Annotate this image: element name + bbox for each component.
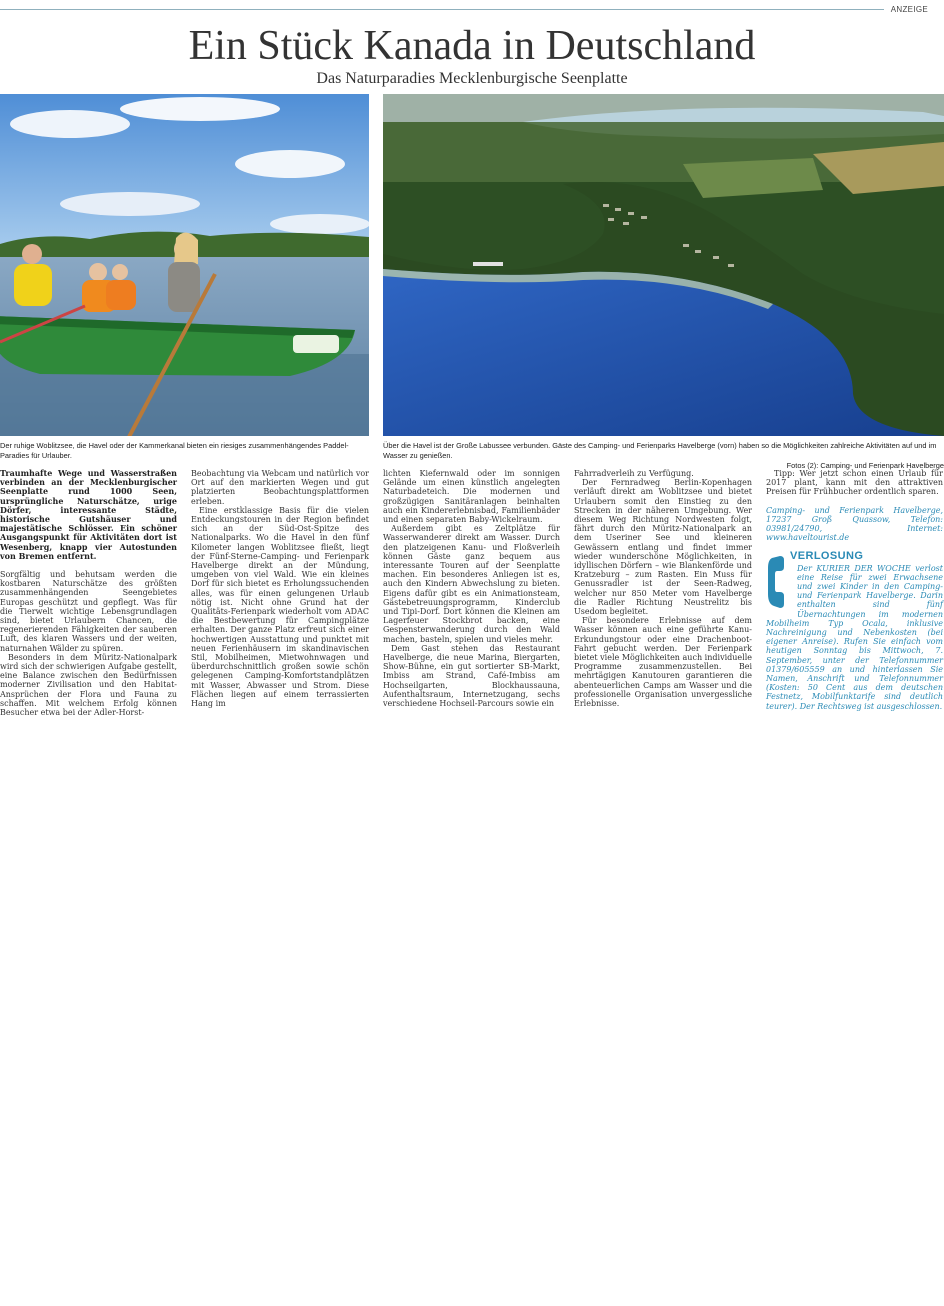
article-column-1 <box>0 469 177 717</box>
article-column-3 <box>383 469 560 708</box>
page-subheadline: Das Naturparadies Mecklenburgische Seenplatte <box>316 70 628 87</box>
article-intro: Traumhafte Wege und Wasserstraßen verbinden an der Mecklenburgischer Seenplatte rund 1000 Seen, ursprüngliche Naturschätze, urige Dörfer, interessante Städte, historische Gutshäuser und majestätische Schlösser. Ein schöner Ausgangspunkt für Aktivitäten dort ist Wesenberg, knapp vier Autostunden von Bremen entfernt. <box>0 468 177 561</box>
paragraph: Für besondere Erlebnisse auf dem Wasser können auch eine geführte Kanu-Erkundungstour oder eine Drachenboot-Fahrt gebucht werden. Der Ferienpark bietet viele Möglichkeiten auch individuelle Programme zusammenzustellen. Bei mehrtägigen Kanutouren garantieren die abenteuerlichen Camps am Wasser und die professionelle Organisation unvergessliche Erlebnisse. <box>574 616 752 709</box>
article-column-5 <box>766 469 943 711</box>
paragraph: Der Fernradweg Berlin-Kopenhagen verläuft direkt am Woblitzsee und bietet Urlaubern somit den Einstieg zu den Strecken in der näheren Umgebung. Wer diesem Weg Richtung Nordwesten folgt, fährt durch den Müritz-Nationalpark an dem Useriner See und kleineren Gewässern entlang und findet immer wieder wunderschöne Möglichkeiten, in idyllischen Dörfern – wie Blankenförde und Kratzeburg – zum Rasten. Ein Muss für Genussradler ist der Seen-Radweg, welcher nur 850 Meter vom Havelberge die Radler Richtung Neustrelitz bis Usedom begleitet. <box>574 478 752 617</box>
paragraph: Eine erstklassige Basis für die vielen Entdeckungstouren in der Region befindet sich an der Süd-Ost-Spitze des Nationalparks. Wo die Havel in den fünf Kilometer langen Woblitzsee fließt, liegt der Fünf-Sterne-Camping- und Ferienpark Havelberge direkt an der Mündung, umgeben von viel Wald. Wie ein kleines Dorf für sich bietet es Erholungssuchenden alles, was für einen gelungenen Urlaub nötig ist. Nicht ohne Grund hat der Qualitäts-Ferienpark wiederholt vom ADAC die Bestbewertung für Campingplätze erhalten. Der ganze Platz erfreut sich einer hochwertigen Ausstattung und punktet mit neuen Ferienhäusern im skandinavischen Stil, Mobilheimen, Mietwohnwagen und überdurchschnittlich großen sowie schön gelegenen Camping-Komfortstandplätzen mit Wasser, Abwasser und Strom. Diese Flächen liegen auf einem terrassierten Hang im <box>191 505 369 709</box>
ad-label: ANZEIGE <box>890 5 928 14</box>
left-photo-caption: Der ruhige Woblitzsee, die Havel oder der Kammerkanal bieten ein riesiges zusammenhängendes Paddel-Paradies für Urlauber. <box>0 441 349 460</box>
right-caption-text: Über die Havel ist der Große Labussee verbunden. Gäste des Camping- und Ferienparks Havelberge (vorn) haben so die Möglichkeiten zahlreiche Aktivitäten auf und im Wasser zu genießen. <box>383 441 937 460</box>
verlosung-box <box>766 552 943 710</box>
article-column-2 <box>191 469 369 708</box>
verlosung-text: Der KURIER DER WOCHE verlost eine Reise für zwei Erwachsene und zwei Kinder in den Camping- und Ferienpark Havelberge. Darin enthalten sind fünf Übernachtungen im modernen Mobilheim Typ Ocala, inklusive Nachreinigung und Nebenkosten (bei eigener Anreise). Rufen Sie einfach vom heutigen Sonntag bis Mittwoch, 7. September, unter der Telefonnummer 01379/605559 an und hinterlassen Sie Namen, Anschrift und Telefonnummer (Kosten: 50 Cent aus dem deutschen Festnetz, Mobilfunktarife sind deutlich teurer). Der Rechtsweg ist ausgeschlossen. <box>766 563 943 711</box>
canoe-family-photo <box>0 94 369 436</box>
paragraph: Beobachtung via Webcam und natürlich vor Ort auf den markierten Wegen und gut platzierten Beobachtungsplattformen erleben. <box>191 469 369 506</box>
top-rule <box>0 9 884 10</box>
verlosung-title: VERLOSUNG <box>790 550 864 563</box>
right-photo-caption <box>383 441 944 471</box>
contact-info: Camping- und Ferienpark Havelberge, 17237 Groß Quassow, Telefon: 03981/24790, Internet: www.haveltourist.de <box>766 505 943 543</box>
paragraph: Besonders in dem Müritz-Nationalpark wird sich der schwierigen Aufgabe gestellt, eine Balance zwischen den Bedürfnissen moderner Zivilisation und den Habitat-Ansprüchen der Flora und Fauna zu schaffen. Mit welchem Erfolg können Besucher etwa bei der Adler-Horst- <box>0 652 177 718</box>
paragraph: Außerdem gibt es Zeltplätze für Wasserwanderer direkt am Wasser. Durch den platzeigenen Kanu- und Floßverleih können Gäste ganz bequem aus interessante Touren auf der Seenplatte machen. Ein besonderes Anliegen ist es, auch den Kindern Abwechslung zu bieten. Eigens dafür gibt es ein Animationsteam, Gästebetreuungsprogramm, Kinderclub und Tipi-Dorf. Dort können die Kleinen am Lagerfeuer Stockbrot backen, eine Gespensterwanderung durch den Wald machen, basteln, spielen und vieles mehr. <box>383 524 560 644</box>
paragraph: Fahrradverleih zu Verfügung. <box>574 469 694 478</box>
page-headline: Ein Stück Kanada in Deutschland <box>188 23 756 69</box>
tip-paragraph: Tipp: Wer jetzt schon einen Urlaub für 2017 plant, kann mit den attraktiven Preisen für Frühbucher ordentlich sparen. <box>766 469 943 497</box>
paragraph: lichten Kiefernwald oder im sonnigen Gelände um einen künstlich angelegten Naturbadeteich. Die modernen und großzügigen Sanitäranlagen beinhalten auch ein Kindererlebnisbad, Familienbäder und einen separaten Baby-Wickelraum. <box>383 469 560 525</box>
article-column-4 <box>574 469 752 708</box>
paragraph: Sorgfältig und behutsam werden die kostbaren Naturschätze des größten zusammenhängenden Seengebietes Europas geschützt und gepflegt. Was für die Tierwelt wichtige Lebensgrundlagen sind, bietet Urlaubern Chancen, die regenerierenden Fähigkeiten der sauberen Luft, des klaren Wassers und der weiten, naturnahen Wälder zu spüren. <box>0 570 177 653</box>
aerial-lake-photo <box>383 94 944 436</box>
paragraph: Dem Gast stehen das Restaurant Havelberge, die neue Marina, Biergarten, Show-Bühne, ein gut sortierter SB-Markt, Imbiss am Strand, Café-Imbiss am Hochseilgarten, Blockhaussauna, Aufenthaltsraum, Internetzugang, sechs verschiedene Hochseil-Parcours sowie ein <box>383 643 560 709</box>
photo-credit: Fotos (2): Camping- und Ferienpark Havelberge <box>786 461 944 470</box>
phone-icon <box>766 554 796 610</box>
